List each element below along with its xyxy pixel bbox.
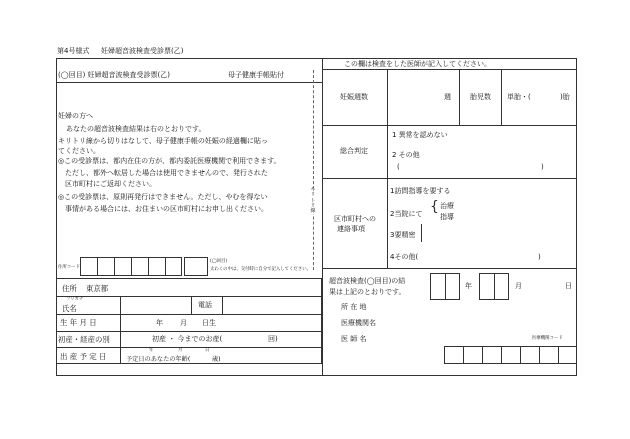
notice-line: てください。 (58, 147, 100, 155)
due-day: 日 (205, 348, 210, 353)
contact-label-line2: 連絡事項 (337, 225, 365, 233)
address-value[interactable]: 東京都 (86, 284, 109, 293)
judgement-option-1[interactable]: 1 異常を認めない (392, 131, 448, 139)
contact-option-visit[interactable]: 1訪問指導を要する (390, 187, 451, 195)
address-label: 住所 (62, 284, 77, 293)
due-month: 月 (178, 348, 183, 353)
name-label: 氏名 (62, 304, 77, 313)
form-title: 妊婦超音波検査受診票(乙) (101, 47, 184, 55)
header-underline (56, 82, 322, 83)
contact-option-treat[interactable]: 治療 (440, 202, 454, 210)
due-label: 出 産 予 定 日 (60, 352, 107, 361)
contact-option-detail[interactable]: 3要精密 (390, 231, 416, 239)
dob-month: 月 (180, 319, 187, 327)
contact-label-line1: 区市町村への (334, 215, 376, 223)
parity-value[interactable]: 初産 ・ 今までのお産( (152, 335, 223, 343)
contact-option-guide[interactable]: 指導 (440, 213, 454, 221)
phone-label: 電話 (198, 301, 212, 309)
contact-other-close: ) (538, 253, 541, 261)
detail-bar (421, 224, 422, 242)
result-line-1: 超音波検査(◯回目)の結 (329, 277, 406, 285)
judgement-option-2[interactable]: 2 その他 (392, 151, 420, 159)
notice-line: あなたの超音波検査結果は右のとおりです。 (66, 125, 206, 133)
weeks-unit: 週 (444, 93, 451, 101)
notice-line: ◎この受診票は、都内在住の方が、都内委託医療機関で利用できます。 (58, 157, 281, 165)
notice-line: キリトリ線から切りはなして、母子健康手帳の妊娠の経過欄に貼っ (58, 137, 268, 145)
notice-line: ◎この受診票は、原則再発行はできません。ただし、やむを得ない (58, 193, 268, 201)
month-label: 月 (515, 282, 522, 290)
judgement-label: 総合判定 (340, 147, 368, 155)
doctor-notice: この欄は検査をした医師が記入してください。 (344, 60, 491, 68)
count-caption: (◯回目) (210, 259, 228, 264)
multiple-unit: )胎 (560, 93, 570, 101)
panel-divider (322, 58, 323, 376)
left-header: (◯回目) 妊婦超音波検査受診票(乙) (58, 71, 170, 79)
form-number: 第4号様式 (57, 47, 90, 55)
due-age-unit: 歳) (212, 356, 221, 363)
code-note: 太わくの中は、交付時に自分で記入してください。 (210, 267, 311, 272)
cut-line (313, 70, 314, 270)
due-age: 予定日のあなたの年齢( (126, 356, 191, 363)
judgement-open-paren: ( (397, 163, 400, 171)
single-label[interactable]: 単胎・( (507, 93, 531, 101)
day-label: 日 (565, 282, 572, 290)
result-line-2: 果は上記のとおりです。 (329, 288, 406, 296)
contact-option-other[interactable]: 4その他( (390, 253, 419, 261)
dob-label: 生 年 月 日 (60, 318, 97, 327)
judgement-close-paren: ) (541, 163, 544, 171)
contact-option-clinic[interactable]: 2当院にて (390, 210, 423, 218)
dob-day: 日生 (202, 319, 216, 327)
parity-unit: 回) (268, 335, 278, 343)
doctor-label: 医 師 名 (341, 335, 367, 343)
notice-heading: 妊婦の方へ (58, 112, 93, 120)
institution-code-label: 医療機関コード (532, 336, 563, 341)
brace-icon: { (430, 199, 439, 215)
count-box[interactable] (184, 257, 208, 276)
header-right-label: 母子健康手帳貼付 (228, 71, 284, 79)
address-code-label: 住所コード (58, 265, 80, 270)
year-label: 年 (465, 282, 472, 290)
notice-line: 区市町村にご返却ください。 (65, 180, 156, 188)
notice-line: ただし、都外へ転居した場合は使用できませんので、発行された (65, 169, 268, 177)
furigana-label: フリガナ (66, 297, 84, 302)
fetus-count-label: 胎児数 (470, 93, 491, 101)
parity-label: 初産・経産の別 (58, 335, 110, 344)
weeks-label: 妊娠週数 (340, 93, 368, 101)
institution-label: 医療機関名 (341, 319, 376, 327)
notice-line: 事情がある場合には、お住まいの区市町村にお申し出ください。 (65, 205, 268, 213)
cut-line-label: キリトリ線 (310, 187, 316, 214)
location-label: 所 在 地 (341, 303, 367, 311)
due-year: 年 (149, 348, 154, 353)
dob-year: 年 (156, 319, 163, 327)
